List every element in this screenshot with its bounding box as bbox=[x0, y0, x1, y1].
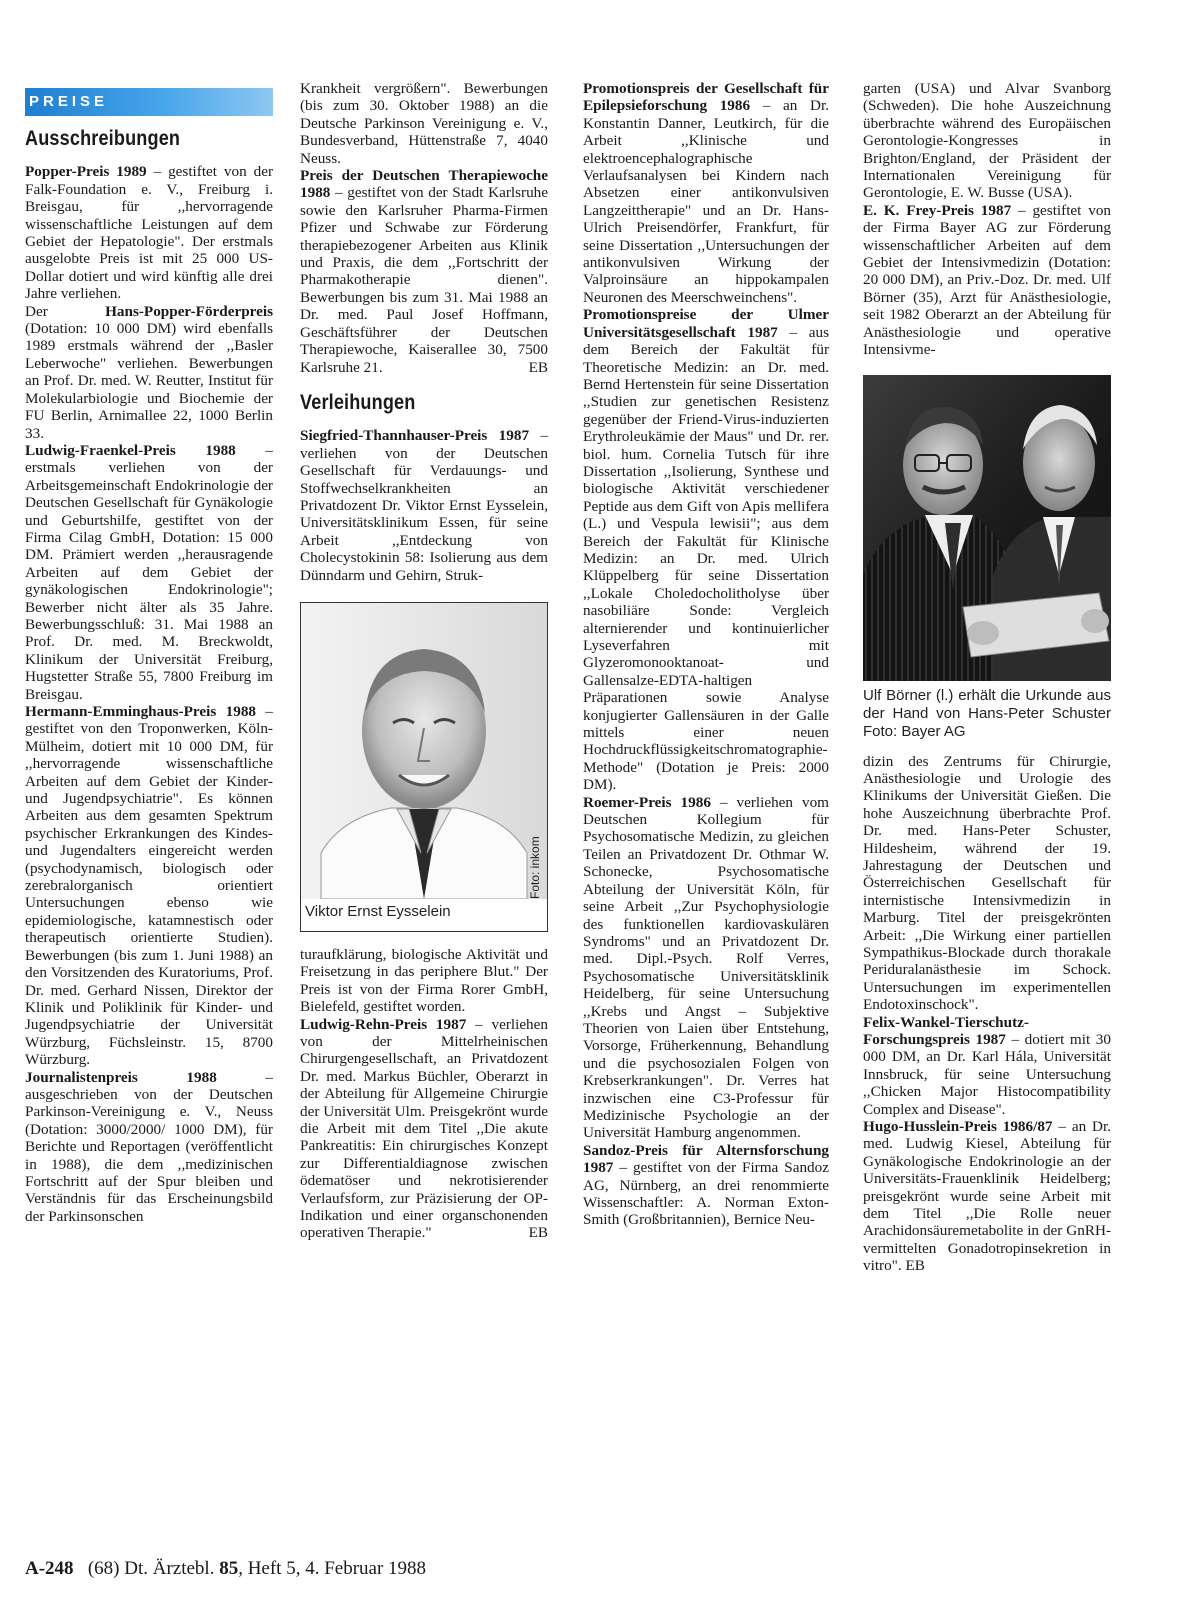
column-3 bbox=[583, 80, 829, 1229]
page-number: A-248 bbox=[25, 1558, 74, 1579]
footer-volume: 85 bbox=[219, 1558, 239, 1579]
award-photo-frame bbox=[863, 375, 1132, 741]
footer-issue: , Heft 5, 4. Februar 1988 bbox=[238, 1558, 427, 1579]
article-body: – verliehen von der Mittelrheinischen Chirurgengesellschaft, an Privatdozent Dr. med. Markus Büchler, Oberarzt in der Abteilung für Allgemeine Chirurgie der Universität Ulm. Preisgekrönt wurde die Arbeit mit dem Titel ,,Die akute Pankreatitis: Ein chirurgisches Konzept zur Differentialdiagnose zwischen ödematöser und nekrotisierender Verlaufsform, zur Präzisierung der OP-Indikation und einer organschonenden operativen Therapie." bbox=[300, 1015, 548, 1242]
article-lead: Hans-Popper-Förderpreis bbox=[105, 302, 273, 320]
portrait-caption: Viktor Ernst Eysselein bbox=[305, 902, 451, 920]
article-lead: Hugo-Husslein-Preis 1986/87 bbox=[863, 1118, 1053, 1136]
award-photo-caption: Ulf Börner (l.) erhält die Urkunde aus der Hand von Hans-Peter Schuster Foto: Bayer AG bbox=[863, 686, 1132, 740]
article-lead: Roemer-Preis 1986 bbox=[583, 793, 711, 811]
article-body: – gestiftet von der Firma Bayer AG zur Förderung wissenschaftlicher Arbeiten auf dem Gebiet der Intensivmedizin (Dotation: 20 000 DM), an Priv.-Doz. Dr. med. Ulf Börner (35), Arzt für Anästhesiologie, seit 1982 Oberarzt an der Abteilung für Anästhesiologie und operative Intensivme- bbox=[863, 201, 1111, 359]
article-thannhauser bbox=[300, 427, 548, 584]
article-lead: Hermann-Emminghaus-Preis 1988 bbox=[25, 703, 257, 720]
article-sandoz bbox=[583, 1142, 829, 1229]
article-body: – gestiftet von den Troponwerken, Köln-Mülheim, dotiert mit 10 000 DM, für ,,hervorragende wissenschaftliche Arbeiten auf dem Gebiet der Kinder- und Jugendpsychiatrie". Es können Arbeiten aus dem gesamten Spektrum psychischer Erkrankungen des Kindes- und Jugendalters eingereicht werden (psychodynamisch, biologisch oder zerebralorganisch orientiert Untersuchungen ebenso wie epidemiologische, katamnestisch oder therapeutisch orientierte Studien). Bewerbungen (bis zum 1. Juni 1988) an den Vorsitzenden des Kuratoriums, Prof. Dr. med. Gerhard Nissen, Direktor der Klinik und Poliklinik für Kinder- und Jugendpsychiatrie der Universität Würzburg, Füchsleinstr. 15, 8700 Würzburg. bbox=[25, 703, 273, 1069]
article-lead: Promotionspreise der Ulmer Universitätsgesellschaft 1987 bbox=[583, 306, 829, 341]
article-popper-preis bbox=[25, 163, 273, 302]
article-lead: Popper-Preis 1989 bbox=[25, 163, 147, 181]
article-continuation: garten (USA) und Alvar Svanborg (Schweden). Die hohe Auszeichnung überbrachte während des Europäischen Gerontologie-Kongresses in Brighton/England, der Präsident der Internationalen Vereinigung für Gerontologie, E. W. Busse (USA). bbox=[863, 80, 1111, 202]
article-wankel bbox=[863, 1014, 1111, 1118]
article-body: – verliehen vom Deutschen Kollegium für Psychosomatische Medizin, zu gleichen Teilen an Privatdozent Dr. Othmar W. Schonecke, Psychosomatische Abteilung der Universität Köln, für seine Arbeit ,,Zur Psychophysiologie des funktionellen kardiovaskulären Syndroms" und an Privatdozent Dr. med. Dipl.-Psych. Rolf Verres, Psychosomatische Universitätsklinik Heidelberg, für seine Untersuchung ,,Krebs und Angst – Subjektive Theorien von Laien über Entstehung, Vorsorge, Früherkennung, Behandlung und die psychosozialen Folgen von Krebserkrankungen". Dr. Verres hat inzwischen eine C3-Professur für Medizinische Psychologie an der Universität Hamburg angenommen. bbox=[583, 793, 829, 1142]
column-4 bbox=[863, 80, 1132, 1275]
article-lead: Felix-Wankel-Tierschutz-Forschungspreis 1987 bbox=[863, 1013, 1029, 1048]
article-body: – an Dr. med. Ludwig Kiesel, Abteilung für Gynäkologische Endokrinologie an der Universitäts-Frauenklinik Heidelberg; preisgekrönt wurde seine Arbeit mit dem Titel ,,Die Rolle neuer Arachidonsäuremetabolite in der GnRH-vermittelten Gonadotropinsekretion in vitro". bbox=[863, 1118, 1111, 1275]
article-epilepsie bbox=[583, 80, 829, 306]
article-body: – aus dem Bereich der Fakultät für Theoretische Medizin: an Dr. med. Bernd Hertenstein für seine Dissertation ,,Studien zur genetischen Resistenz gegenüber der Friend-Virus-induzierten Erythroleukämie der Maus" und Dr. rer. biol. hum. Cornelia Tutsch für ihre Dissertation ,,Isolierung, Synthese und biologische Aktivität verschiedener Peptide aus dem Gift von Apis mellifera (L.) und Vespula lewisii"; aus dem Bereich der Fakultät für Klinische Medizin: an Dr. med. Ulrich Klüppelberg für seine Dissertation ,,Lokale Choledocholitholyse über nasobiliäre Sonde: Vergleich alternierender und kontinuierlicher Lyseverfahren mit Glyzeromonooktanoat- und Gallensalze-EDTA-haltigen Präparationen sowie Analyse konjugierter Gallensäuren in der Galle mittels einer neuen Hochdruckflüssigkeitschromatographie-Methode" (Dotation je Preis: 2000 DM). bbox=[583, 323, 829, 794]
article-body: – an Dr. Konstantin Danner, Leutkirch, für die Arbeit ,,Klinische und elektroencephalographische Verlaufsanalysen bei Kindern nach Absetzen einer antikonvulsiven Langzeittherapie" und an Dr. Hans-Ulrich Preisendörfer, Frankfurt, für seine Dissertation ,,Untersuchungen der antikonvulsiven Wirkung der Valproinsäure an hippokampalen Neuronen des Meerschweinchens". bbox=[583, 97, 829, 306]
article-body: – gestiftet von der Firma Sandoz AG, Nürnberg, an drei renommierte Wissenschaftler: A. Norman Exton-Smith (Großbritannien), Bernice Neu- bbox=[583, 1159, 829, 1229]
portrait-photo-frame bbox=[300, 602, 548, 932]
article-lead: Siegfried-Thannhauser-Preis 1987 bbox=[300, 427, 530, 445]
section-heading-ausschreibungen: Ausschreibungen bbox=[25, 127, 181, 150]
article-therapiewoche bbox=[300, 167, 548, 376]
article-lead: Promotionspreis der Gesellschaft für Epilepsieforschung 1986 bbox=[583, 80, 829, 115]
article-continuation: Krankheit vergrößern". Bewerbungen (bis zum 30. Oktober 1988) an die Deutsche Parkinson Vereinigung e. V., Bundesverband, Hüttenstraße 7, 4040 Neuss. bbox=[300, 80, 548, 167]
column-1 bbox=[25, 80, 273, 1225]
section-heading-verleihungen: Verleihungen bbox=[300, 390, 416, 414]
article-body: – dotiert mit 30 000 DM, an Dr. Karl Hála, Universität Innsbruck, für seine Untersuchung ,,Chicken Major Histocompatibility Complex and Disease". bbox=[863, 1031, 1111, 1118]
page-footer bbox=[25, 1558, 426, 1580]
article-body: – gestiftet von der Stadt Karlsruhe sowie den Karlsruher Pharma-Firmen Pfizer und Schwabe zur Förderung therapiebezogener Arbeiten aus Klinik und Praxis, die dem ,,Fortschritt der Pharmakotherapie dienen". Bewerbungen bis zum 31. Mai 1988 an Dr. med. Paul Josef Hoffmann, Geschäftsführer der Deutschen Therapiewoche, Kaiserallee 30, 7500 Karlsruhe 21. bbox=[300, 184, 548, 376]
article-ulmer bbox=[583, 306, 829, 793]
article-hans-popper bbox=[25, 303, 273, 442]
author-sign: EB bbox=[528, 1224, 548, 1242]
article-continuation: dizin des Zentrums für Chirurgie, Anästhesiologie und Urologie des Klinikums der Universität Gießen. Die hohe Auszeichnung überbrachte Prof. Dr. med. Hans-Peter Schuster, Hildesheim, während der 19. Jahrestagung der Deutschen und Österreichischen Gesellschaft für internistische Intensivmedizin in Marburg. Titel der preisgekrönten Arbeit: ,,Die Wirkung einer partiellen Sympathikus-Blockade durch thorakale Periduralanästhesie im Schock. Untersuchungen im experimentellen Endotoxinschock". bbox=[863, 752, 1111, 1014]
award-photo bbox=[863, 375, 1111, 681]
article-body: (Dotation: 10 000 DM) wird ebenfalls 1989 erstmals während der ,,Basler Leberwoche" verliehen. Bewerbungen an Prof. Dr. med. W. Reutter, Institut für Molekularbiologie und Biochemie der FU Berlin, Arnimallee 22, 1000 Berlin 33. bbox=[25, 320, 273, 442]
portrait-photo bbox=[301, 603, 547, 899]
section-kicker: PREISE bbox=[25, 88, 273, 116]
article-body: – verliehen von der Deutschen Gesellschaft für Verdauungs- und Stoffwechselkrankheiten an Privatdozent Dr. Viktor Ernst Eysselein, Universitätsklinikum Essen, für seine Arbeit ,,Entdeckung von Cholecystokinin 58: Isolierung aus dem Dünndarm und Gehirn, Struk- bbox=[300, 427, 548, 584]
article-body: – ausgeschrieben von der Deutschen Parkinson-Vereinigung e. V., Neuss (Dotation: 3000/2000/ 1000 DM), für Berichte und Reportagen (veröffentlicht in 1988), die dem ,,medizinischen Fortschritt auf der Spur bleiben und Verständnis für das Erscheinungsbild der Parkinsonschen bbox=[25, 1068, 274, 1225]
article-continuation: turaufklärung, biologische Aktivität und Freisetzung in das periphere Blut." Der Preis ist von der Firma Rorer GmbH, Bielefeld, gestiftet worden. bbox=[300, 945, 548, 1016]
article-rehn bbox=[300, 1016, 548, 1242]
article-lead: Ludwig-Rehn-Preis 1987 bbox=[300, 1015, 467, 1033]
article-lead: Sandoz-Preis für Alternsforschung 1987 bbox=[583, 1141, 829, 1177]
article-husslein bbox=[863, 1118, 1111, 1275]
article-fraenkel bbox=[25, 442, 273, 703]
article-lead: Ludwig-Fraenkel-Preis 1988 bbox=[25, 441, 236, 459]
article-lead: Preis der Deutschen Therapiewoche 1988 bbox=[300, 167, 548, 202]
author-sign: EB bbox=[905, 1257, 925, 1275]
article-body: – gestiftet von der Falk-Foundation e. V., Freiburg i. Breisgau, für ,,hervorragende wissenschaftliche Leistungen auf dem Gebiet der Hepatologie". Der erstmals ausgelobte Preis ist mit 25 000 US-Dollar dotiert und wird künftig alle drei Jahre verliehen. bbox=[25, 163, 273, 303]
article-pre: Der bbox=[25, 302, 106, 320]
article-emminghaus bbox=[25, 703, 273, 1069]
article-roemer bbox=[583, 794, 829, 1142]
photo-credit: Foto: inkom bbox=[528, 836, 542, 899]
article-journalistenpreis bbox=[25, 1069, 273, 1226]
article-frey bbox=[863, 202, 1111, 359]
footer-journal: (68) Dt. Ärztebl. bbox=[87, 1558, 220, 1579]
author-sign: EB bbox=[528, 358, 548, 376]
article-lead: E. K. Frey-Preis 1987 bbox=[863, 201, 1012, 219]
article-body: – erstmals verliehen von der Arbeitsgemeinschaft Endokrinologie der Deutschen Gesellschaft für Gynäkologie und Geburtshilfe, gestiftet von der Firma Cilag GmbH, Dotation: 15 000 DM. Prämiert werden ,,herausragende Arbeiten auf dem Gebiet der gynäkologischen Endokrinologie"; Bewerber nicht älter als 35 Jahre. Bewerbungsschluß: 31. Mai 1988 an Prof. Dr. med. M. Breckwoldt, Klinikum der Universität Freiburg, Hugstetter Straße 55, 7800 Freiburg im Breisgau. bbox=[25, 441, 273, 703]
article-lead: Journalistenpreis 1988 bbox=[25, 1068, 217, 1086]
column-2 bbox=[300, 80, 548, 1242]
